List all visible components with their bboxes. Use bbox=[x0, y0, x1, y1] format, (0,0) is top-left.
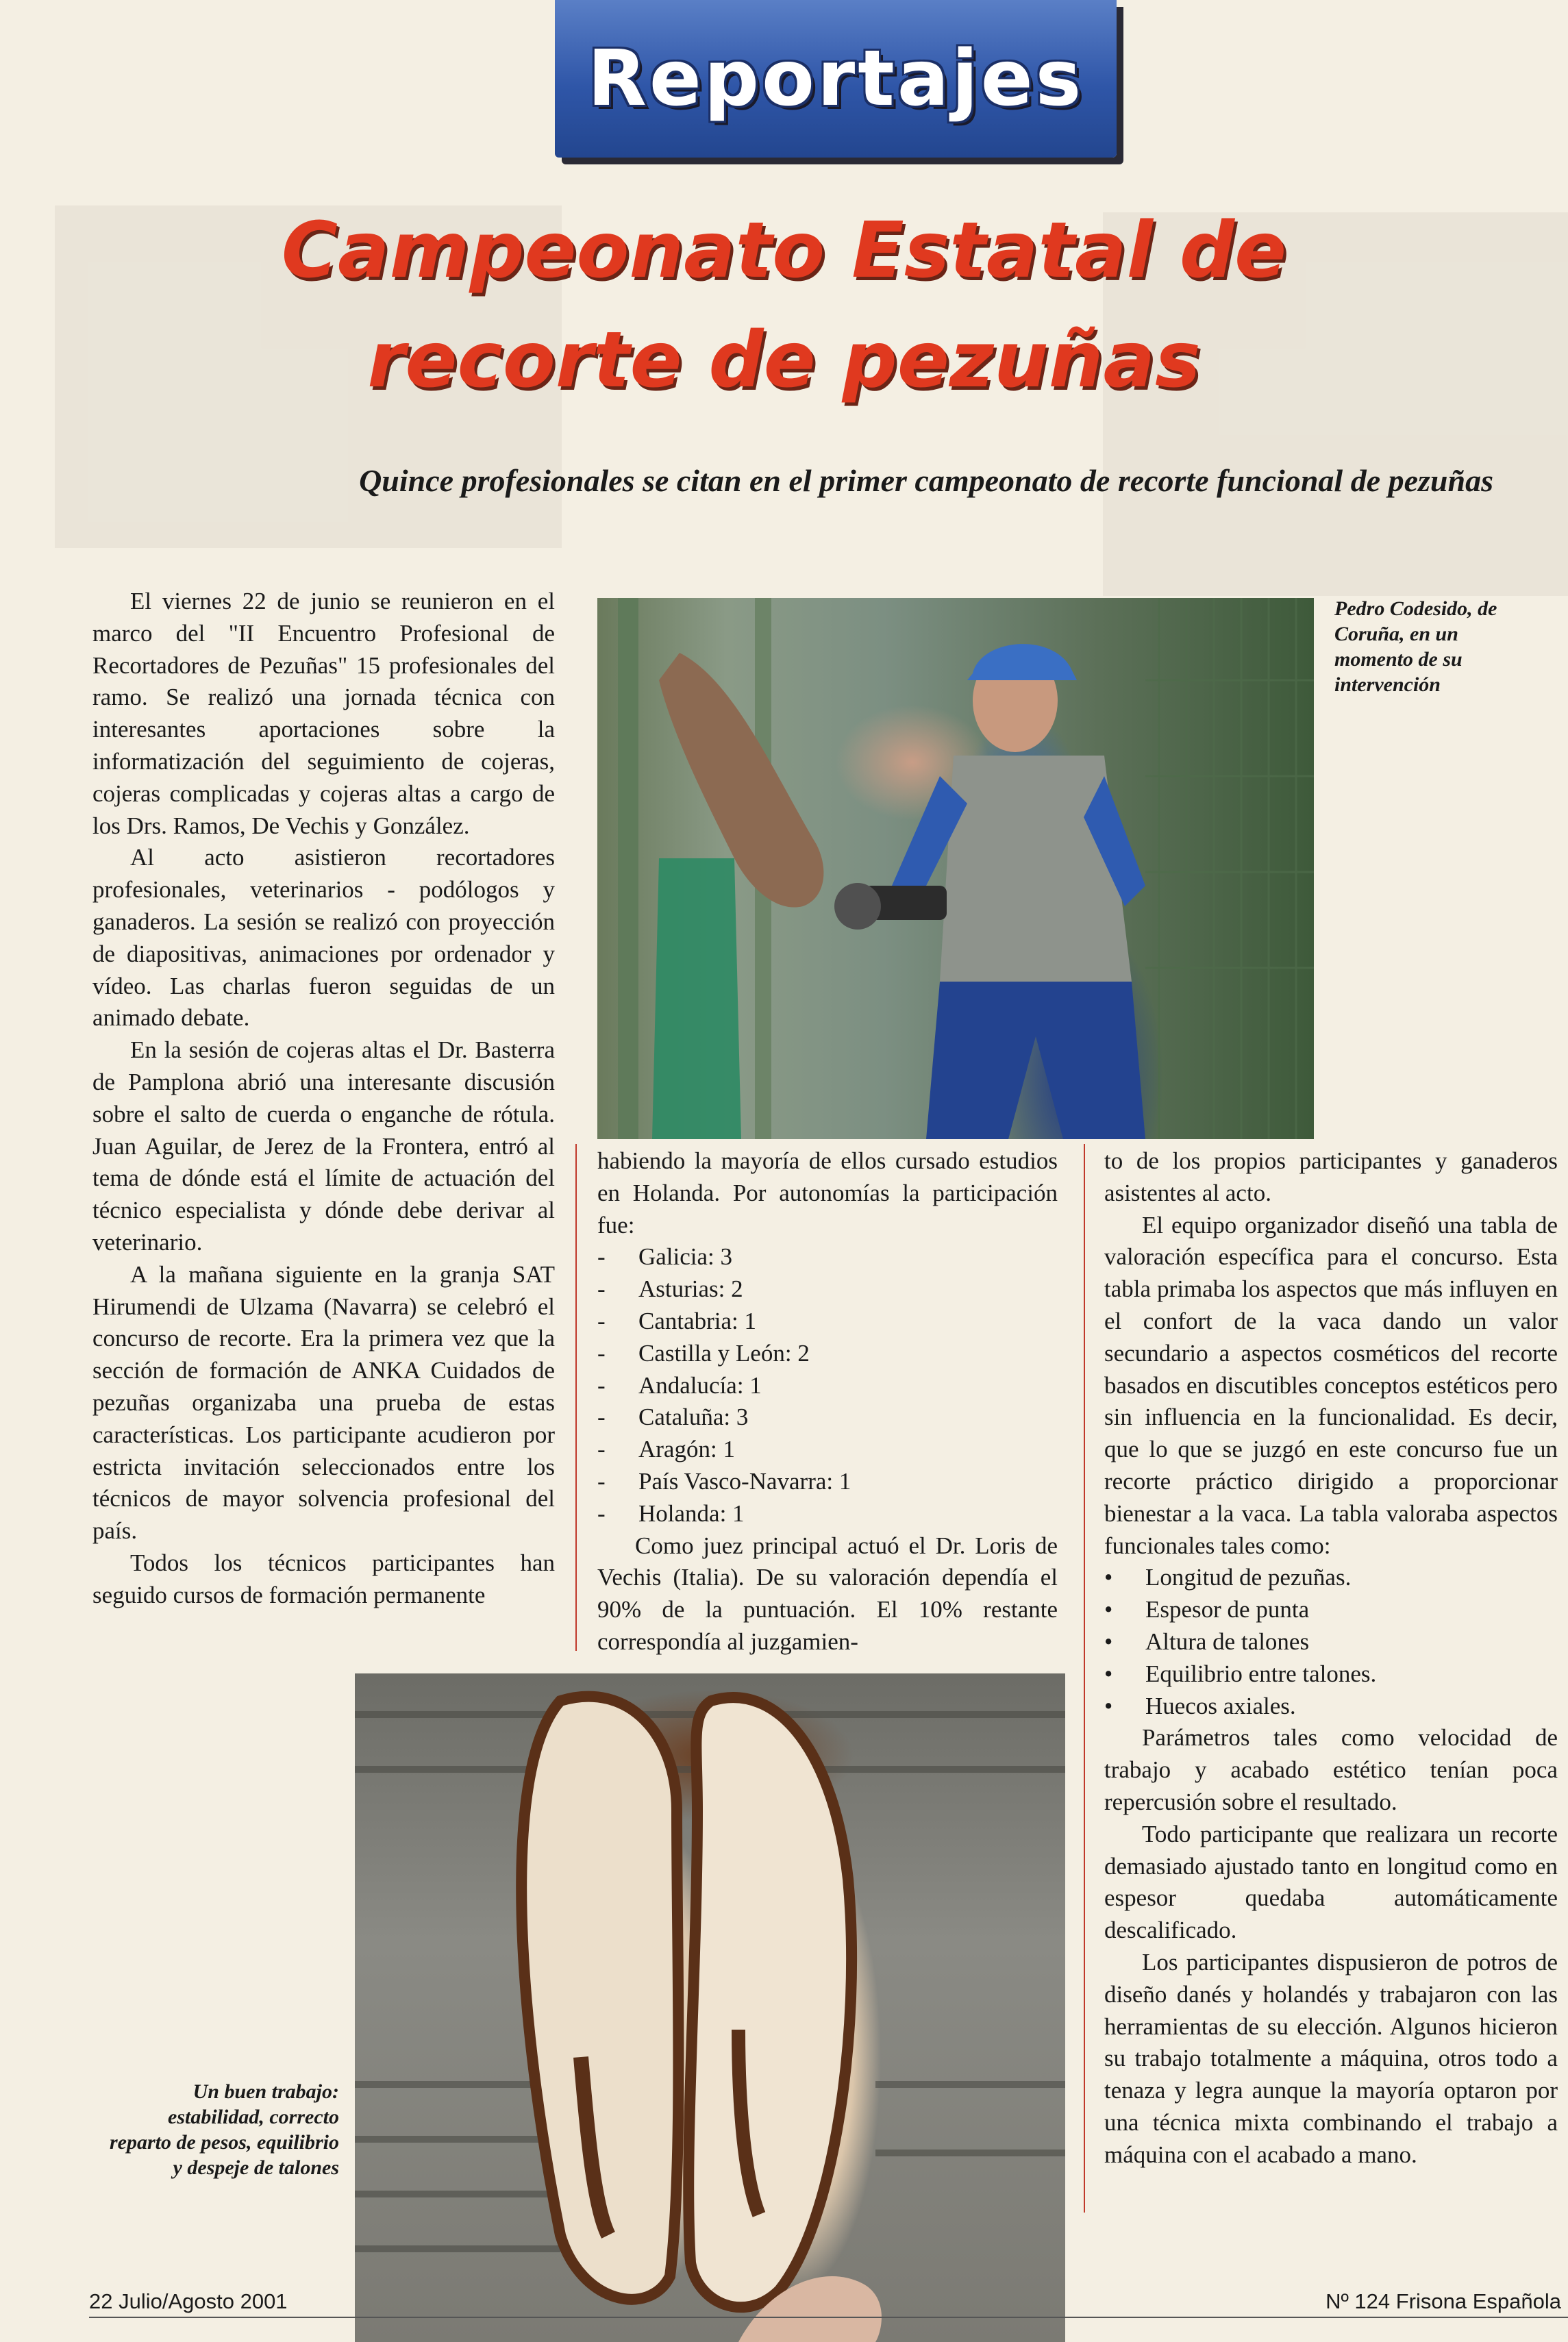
list-item: - País Vasco-Navarra: 1 bbox=[597, 1467, 851, 1495]
photo-hoof-trimmer bbox=[597, 598, 1314, 1139]
paragraph: En la sesión de cojeras altas el Dr. Basterra de Pamplona abrió una interesante discusión sobre el salto de cuerda o enganche de rótula. Juan Aguilar, de Jerez de la Frontera, entró al tema de dónde está el límite de actuación del técnico especialista y dónde debe derivar al veterinario. bbox=[92, 1036, 555, 1256]
paragraph: Al acto asistieron recortadores profesionales, veterinarios - podólogos y ganaderos. La sesión se realizó con proyección de diapositivas, animaciones por ordenador y vídeo. Las charlas fueron seguidas de un animado debate. bbox=[92, 844, 555, 1032]
participation-list bbox=[597, 1241, 1058, 1530]
column-rule-right bbox=[1084, 1144, 1085, 2213]
paragraph: Todo participante que realizara un recorte demasiado ajustado tanto en longitud como en espesor quedaba automáticamente descalificado. bbox=[1104, 1820, 1558, 1944]
paragraph: to de los propios participantes y ganaderos asistentes al acto. bbox=[1104, 1147, 1558, 1206]
column-rule-left bbox=[575, 1144, 577, 1651]
article-column-3 bbox=[1104, 1145, 1558, 2171]
list-item: - Andalucía: 1 bbox=[597, 1371, 762, 1399]
list-item: • Longitud de pezuñas. bbox=[1104, 1564, 1352, 1591]
paragraph: El viernes 22 de junio se reunieron en el marco del "II Encuentro Profesional de Recortadores de Pezuñas" 15 profesionales del ramo. Se realizó una jornada técnica con interesantes aportaciones sobre la informatización del seguimiento de cojeras, cojeras complicadas y cojeras altas a cargo de los Drs. Ramos, De Vechis y González. bbox=[92, 588, 555, 839]
criteria-list bbox=[1104, 1562, 1558, 1722]
list-item: • Huecos axiales. bbox=[1104, 1692, 1296, 1719]
article-title-line1: Campeonato Estatal de bbox=[281, 206, 1287, 295]
section-label: Reportajes bbox=[587, 34, 1084, 123]
photo1-caption: Pedro Codesido, de Coruña, en un momento de su intervención bbox=[1334, 597, 1497, 696]
list-item: • Equilibrio entre talones. bbox=[1104, 1660, 1377, 1687]
paragraph: Los participantes dispusieron de potros de diseño danés y holandés y trabajaron con las herramientas de su elección. Algunos hicieron su trabajo totalmente a máquina, otros todo a tenaza y legra aunque la mayoría optaron por una técnica mixta combinando el trabajo a máquina con el acabado a mano. bbox=[1104, 1948, 1558, 2168]
paragraph: El equipo organizador diseñó una tabla de valoración específica para el concurso. Esta tabla primaba los aspectos que más influyen en el confort de la vaca dando un valor secundario a aspectos cosméticos del recorte basados en discutibles conceptos estéticos pero sin influencia en la funcionalidad. Es decir, que lo que se juzgó en este concurso fue un recorte práctico dirigido a proporcionar bienestar a la vaca. La tabla valoraba aspectos funcionales tales como: bbox=[1104, 1211, 1558, 1559]
paragraph: Todos los técnicos participantes han seguido cursos de formación permanente bbox=[92, 1549, 555, 1608]
article-subtitle: Quince profesionales se citan en el primer campeonato de recorte funcional de pezuñas bbox=[359, 463, 1493, 498]
list-item: • Altura de talones bbox=[1104, 1628, 1310, 1655]
list-item: - Cantabria: 1 bbox=[597, 1307, 757, 1334]
article-column-2 bbox=[597, 1145, 1058, 1658]
paragraph: A la mañana siguiente en la granja SAT Hirumendi de Ulzama (Navarra) se celebró el concurso de recorte. Era la primera vez que la sección de formación de ANKA Cuidados de pezuñas organizaba una prueba de estas características. Los participante acudieron por estricta invitación seleccionados entre los técnicos de mayor solvencia profesional del país. bbox=[92, 1260, 555, 1545]
article-title-line2: recorte de pezuñas bbox=[367, 316, 1201, 405]
list-item: • Espesor de punta bbox=[1104, 1596, 1310, 1623]
list-item: - Cataluña: 3 bbox=[597, 1404, 749, 1431]
footer-divider bbox=[89, 2317, 1568, 2318]
photo2-caption: Un buen trabajo: estabilidad, correcto reparto de pesos, equilibrio y despeje de talones bbox=[110, 2080, 339, 2179]
footer-page-date: 22 Julio/Agosto 2001 bbox=[89, 2289, 288, 2313]
list-item: - Asturias: 2 bbox=[597, 1275, 743, 1303]
list-item: - Aragón: 1 bbox=[597, 1436, 735, 1463]
footer-issue: Nº 124 Frisona Española bbox=[1326, 2289, 1561, 2313]
list-item: - Galicia: 3 bbox=[597, 1243, 733, 1271]
paragraph: Parámetros tales como velocidad de trabajo y acabado estético tenían poca repercusión sobre el resultado. bbox=[1104, 1724, 1558, 1815]
list-item: - Holanda: 1 bbox=[597, 1499, 745, 1527]
list-item: - Castilla y León: 2 bbox=[597, 1339, 810, 1367]
section-badge bbox=[555, 0, 1117, 158]
paragraph: habiendo la mayoría de ellos cursado estudios en Holanda. Por autonomías la participación fue: bbox=[597, 1147, 1058, 1238]
photo-trimmed-hoof bbox=[355, 1673, 1065, 2342]
paragraph: Como juez principal actuó el Dr. Loris de Vechis (Italia). De su valoración dependía el 90% de la puntuación. El 10% restante correspondía al juzgamien- bbox=[597, 1532, 1058, 1655]
article-column-1 bbox=[92, 586, 555, 1612]
